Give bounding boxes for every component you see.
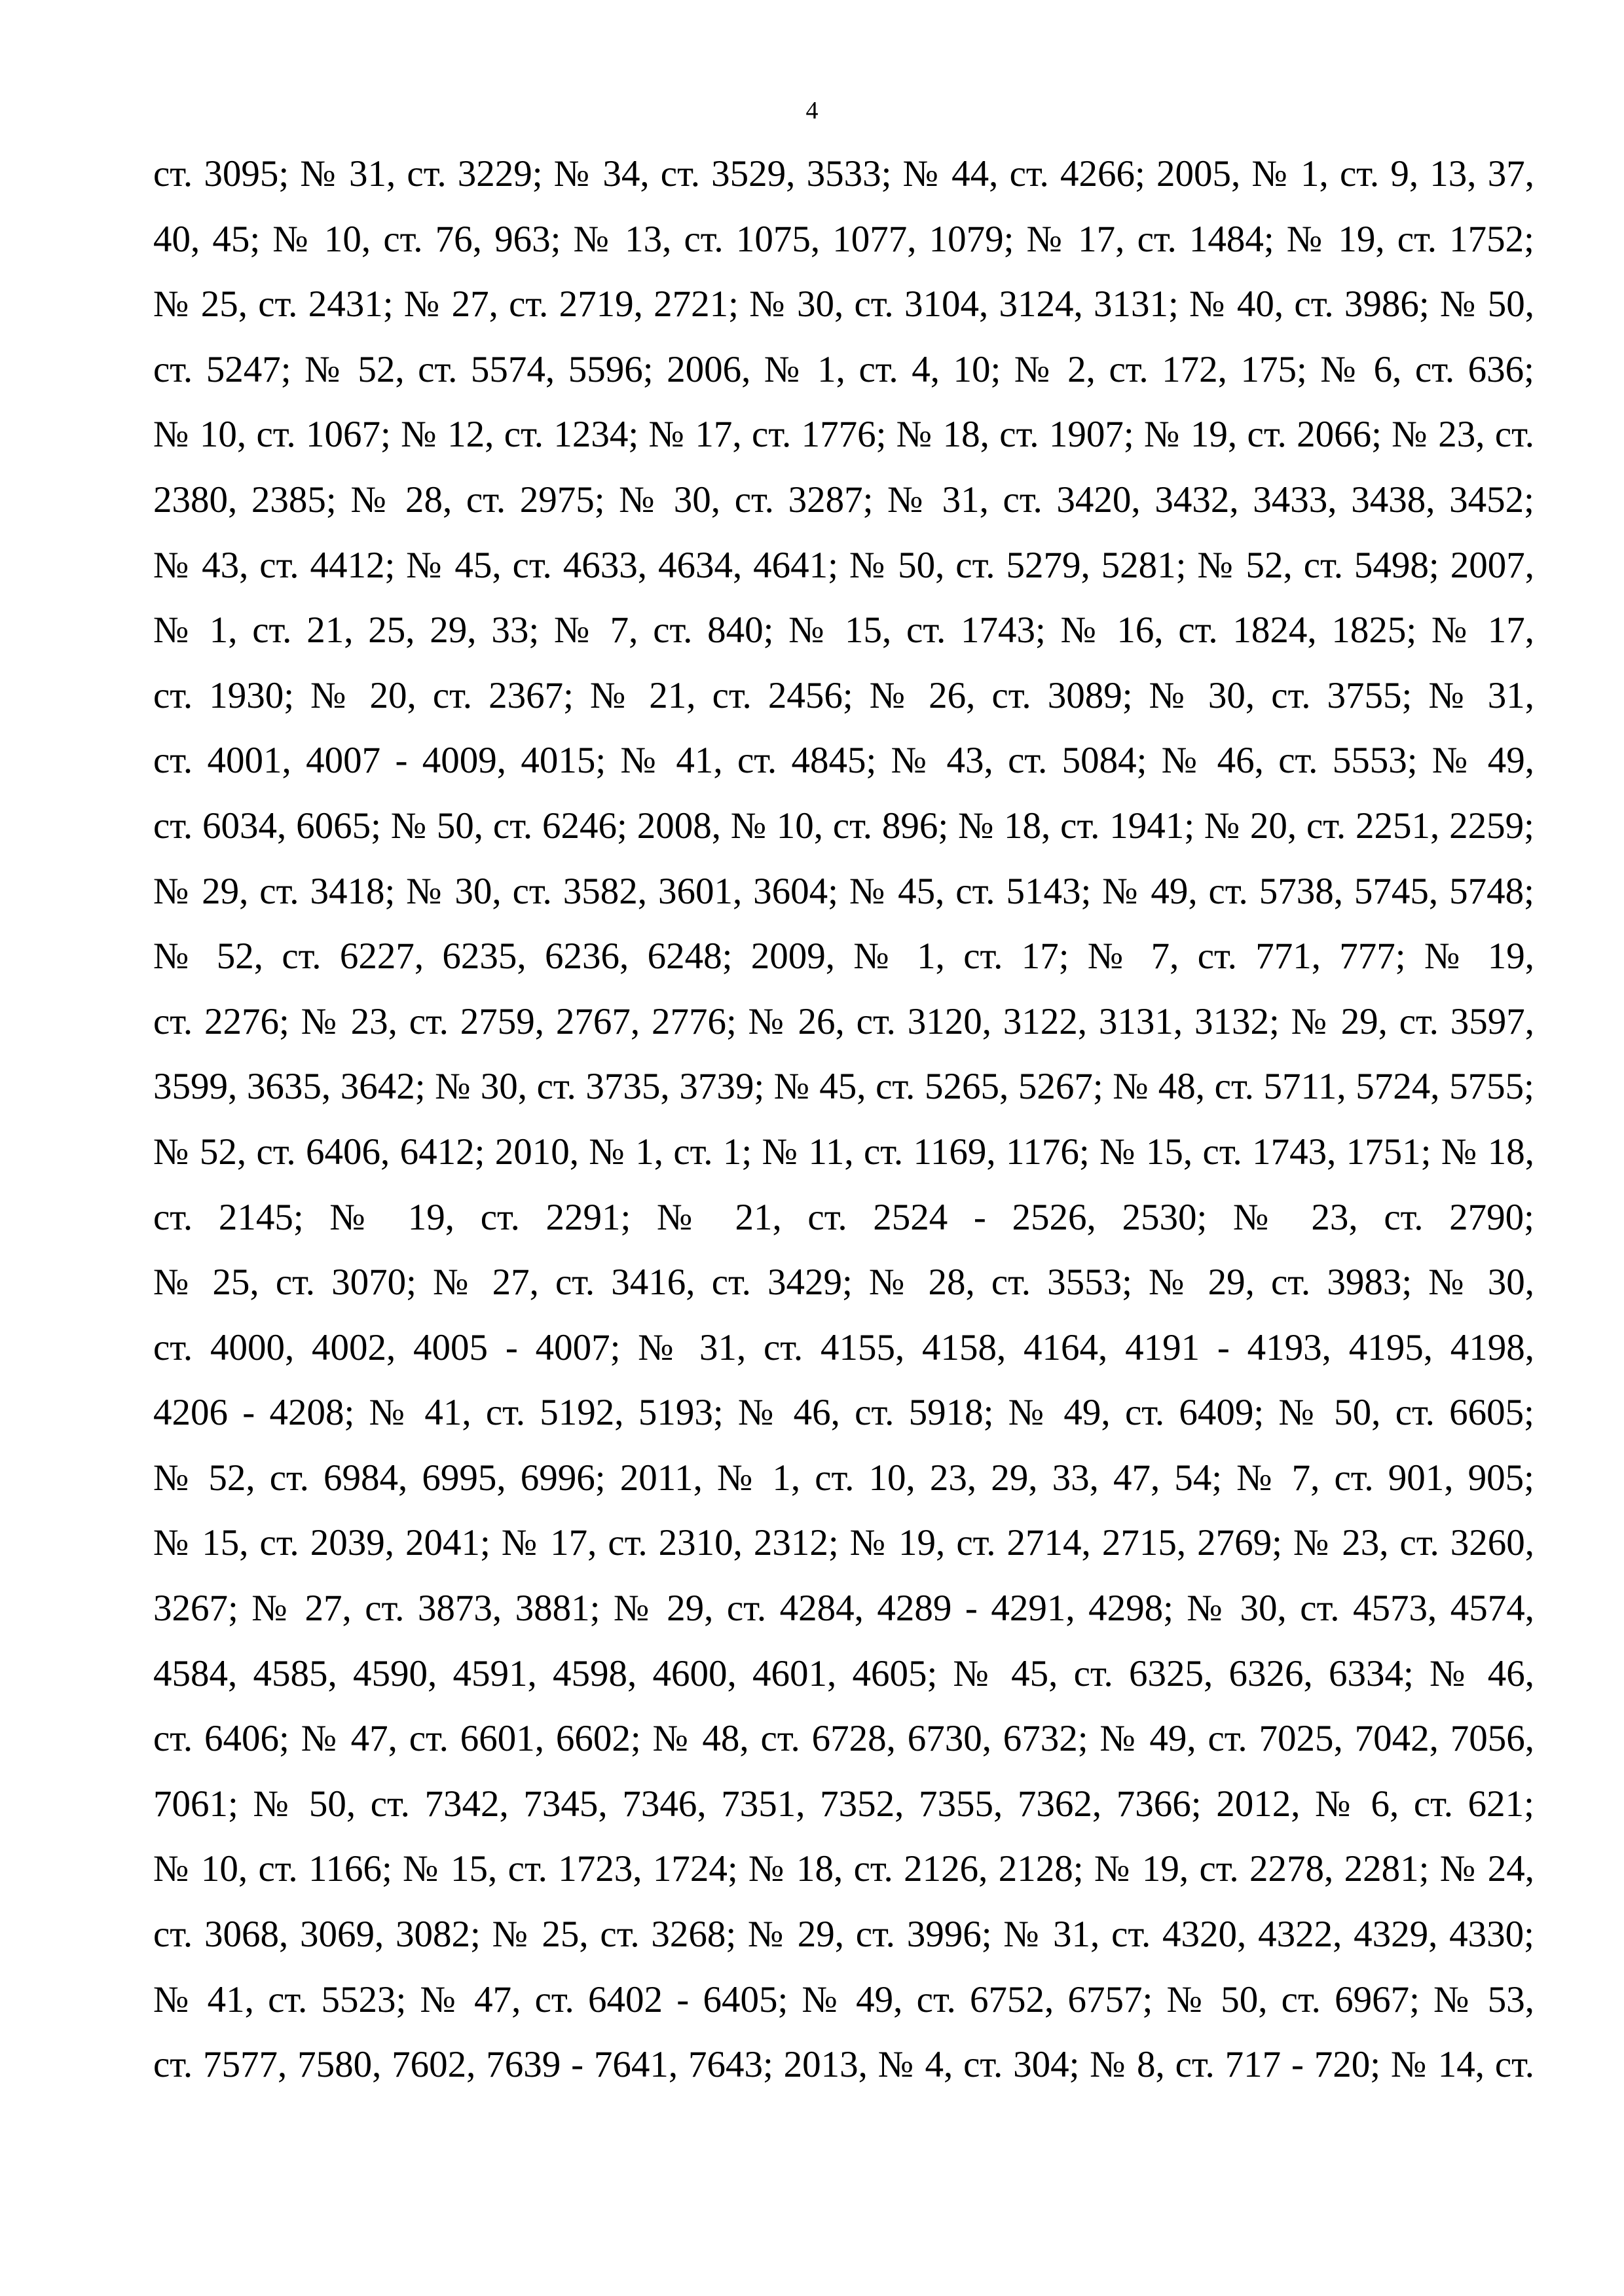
text-line: № 1, ст. 21, 25, 29, 33; № 7, ст. 840; № 15, ст. 1743; № 16, ст. 1824, 1825; № 17,	[153, 610, 1534, 651]
text-line: ст. 6406; № 47, ст. 6601, 6602; № 48, ст. 6728, 6730, 6732; № 49, ст. 7025, 7042, 7056,	[153, 1718, 1534, 1760]
text-line: ст. 4000, 4002, 4005 - 4007; № 31, ст. 4155, 4158, 4164, 4191 - 4193, 4195, 4198,	[153, 1326, 1534, 1368]
text-line: 7061; № 50, ст. 7342, 7345, 7346, 7351, 7352, 7355, 7362, 7366; 2012, № 6, ст. 621;	[153, 1783, 1534, 1825]
text-line: № 15, ст. 2039, 2041; № 17, ст. 2310, 2312; № 19, ст. 2714, 2715, 2769; № 23, ст. 3260,	[153, 1522, 1534, 1564]
text-line: № 52, ст. 6984, 6995, 6996; 2011, № 1, ст. 10, 23, 29, 33, 47, 54; № 7, ст. 901, 905;	[153, 1457, 1534, 1499]
text-line: 4206 - 4208; № 41, ст. 5192, 5193; № 46, ст. 5918; № 49, ст. 6409; № 50, ст. 6605;	[153, 1392, 1534, 1434]
text-line: № 52, ст. 6227, 6235, 6236, 6248; 2009, № 1, ст. 17; № 7, ст. 771, 777; № 19,	[153, 936, 1534, 977]
text-line: 2380, 2385; № 28, ст. 2975; № 30, ст. 3287; № 31, ст. 3420, 3432, 3433, 3438, 3452;	[153, 479, 1534, 520]
text-line: ст. 2145; № 19, ст. 2291; № 21, ст. 2524 - 2526, 2530; № 23, ст. 2790;	[153, 1196, 1534, 1238]
text-line: ст. 5247; № 52, ст. 5574, 5596; 2006, № 1, ст. 4, 10; № 2, ст. 172, 175; № 6, ст. 636;	[153, 348, 1534, 390]
text-line: ст. 4001, 4007 - 4009, 4015; № 41, ст. 4845; № 43, ст. 5084; № 46, ст. 5553; № 49,	[153, 740, 1534, 782]
document-body	[153, 141, 1534, 2098]
text-line: 40, 45; № 10, ст. 76, 963; № 13, ст. 1075, 1077, 1079; № 17, ст. 1484; № 19, ст. 1752;	[153, 218, 1534, 260]
text-line: № 10, ст. 1166; № 15, ст. 1723, 1724; № 18, ст. 2126, 2128; № 19, ст. 2278, 2281; № 24,	[153, 1848, 1534, 1890]
text-line: № 43, ст. 4412; № 45, ст. 4633, 4634, 4641; № 50, ст. 5279, 5281; № 52, ст. 5498; 2007,	[153, 544, 1534, 586]
text-line: № 29, ст. 3418; № 30, ст. 3582, 3601, 3604; № 45, ст. 5143; № 49, ст. 5738, 5745, 5748;	[153, 870, 1534, 912]
text-line: 4584, 4585, 4590, 4591, 4598, 4600, 4601, 4605; № 45, ст. 6325, 6326, 6334; № 46,	[153, 1652, 1534, 1694]
text-line: № 41, ст. 5523; № 47, ст. 6402 - 6405; № 49, ст. 6752, 6757; № 50, ст. 6967; № 53,	[153, 1978, 1534, 2020]
text-line: ст. 2276; № 23, ст. 2759, 2767, 2776; № 26, ст. 3120, 3122, 3131, 3132; № 29, ст. 3597,	[153, 1000, 1534, 1042]
text-line: № 25, ст. 2431; № 27, ст. 2719, 2721; № 30, ст. 3104, 3124, 3131; № 40, ст. 3986; № 50,	[153, 283, 1534, 325]
text-line: 3267; № 27, ст. 3873, 3881; № 29, ст. 4284, 4289 - 4291, 4298; № 30, ст. 4573, 4574,	[153, 1588, 1534, 1630]
text-line: № 10, ст. 1067; № 12, ст. 1234; № 17, ст. 1776; № 18, ст. 1907; № 19, ст. 2066; № 23, ст.	[153, 414, 1534, 456]
text-line: 3599, 3635, 3642; № 30, ст. 3735, 3739; № 45, ст. 5265, 5267; № 48, ст. 5711, 5724, 5755;	[153, 1066, 1534, 1108]
text-line: № 52, ст. 6406, 6412; 2010, № 1, ст. 1; № 11, ст. 1169, 1176; № 15, ст. 1743, 1751; № 18,	[153, 1131, 1534, 1173]
text-line: № 25, ст. 3070; № 27, ст. 3416, ст. 3429; № 28, ст. 3553; № 29, ст. 3983; № 30,	[153, 1262, 1534, 1303]
text-line: ст. 1930; № 20, ст. 2367; № 21, ст. 2456; № 26, ст. 3089; № 30, ст. 3755; № 31,	[153, 674, 1534, 716]
page-number: 4	[805, 97, 819, 124]
text-line: ст. 3068, 3069, 3082; № 25, ст. 3268; № 29, ст. 3996; № 31, ст. 4320, 4322, 4329, 4330;	[153, 1914, 1534, 1956]
text-line: ст. 6034, 6065; № 50, ст. 6246; 2008, № 10, ст. 896; № 18, ст. 1941; № 20, ст. 2251, 2259;	[153, 805, 1534, 847]
text-line: ст. 7577, 7580, 7602, 7639 - 7641, 7643; 2013, № 4, ст. 304; № 8, ст. 717 - 720; № 14, ст.	[153, 2044, 1534, 2086]
text-line: ст. 3095; № 31, ст. 3229; № 34, ст. 3529, 3533; № 44, ст. 4266; 2005, № 1, ст. 9, 13, 37,	[153, 153, 1534, 194]
